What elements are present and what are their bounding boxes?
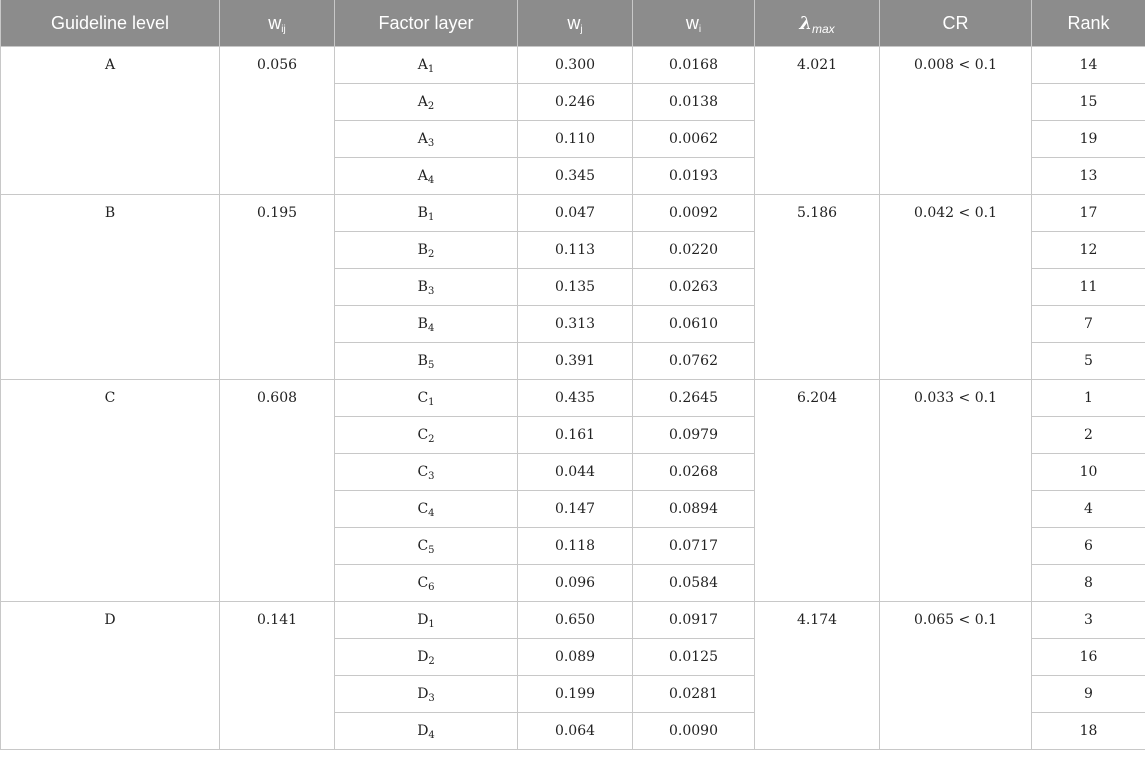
header-guideline-level: Guideline level <box>1 0 220 47</box>
factor-index: 2 <box>428 434 435 445</box>
wi-cell: 0.0281 <box>633 676 755 713</box>
factor-cell <box>335 47 518 84</box>
rank-cell: 1 <box>1032 380 1145 417</box>
wj-cell: 0.650 <box>518 602 633 639</box>
factor-index: 4 <box>428 730 435 741</box>
header-cr: CR <box>880 0 1032 47</box>
factor-cell <box>335 121 518 158</box>
rank-cell: 10 <box>1032 454 1145 491</box>
wij-cell: 0.056 <box>220 47 335 195</box>
factor-index: 1 <box>428 619 435 630</box>
factor-cell <box>335 84 518 121</box>
wj-cell: 0.110 <box>518 121 633 158</box>
wi-cell: 0.0138 <box>633 84 755 121</box>
wi-cell: 0.2645 <box>633 380 755 417</box>
factor-letter: C <box>417 464 429 480</box>
cr-cell: 0.033 < 0.1 <box>880 380 1032 602</box>
wj-cell: 0.246 <box>518 84 633 121</box>
factor-letter: D <box>417 686 429 702</box>
wj-cell: 0.300 <box>518 47 633 84</box>
wi-cell: 0.0268 <box>633 454 755 491</box>
factor-letter: D <box>417 649 429 665</box>
factor-index: 1 <box>428 397 435 408</box>
factor-letter: B <box>417 205 428 221</box>
factor-cell <box>335 343 518 380</box>
factor-index: 3 <box>427 286 435 297</box>
wi-cell: 0.0762 <box>633 343 755 380</box>
wi-cell: 0.0610 <box>633 306 755 343</box>
header-factor-layer: Factor layer <box>335 0 518 47</box>
wi-cell: 0.0168 <box>633 47 755 84</box>
factor-letter: B <box>417 242 428 258</box>
wj-cell: 0.096 <box>518 565 633 602</box>
factor-cell <box>335 491 518 528</box>
factor-cell <box>335 195 518 232</box>
factor-cell <box>335 565 518 602</box>
wj-cell: 0.313 <box>518 306 633 343</box>
rank-cell: 15 <box>1032 84 1145 121</box>
table-row <box>1 47 1145 84</box>
factor-cell <box>335 269 518 306</box>
wj-cell: 0.147 <box>518 491 633 528</box>
header-row <box>1 0 1145 47</box>
factor-letter: A <box>417 94 428 110</box>
lambda-max-cell: 4.021 <box>755 47 880 195</box>
factor-letter: D <box>417 612 429 628</box>
header-lambda-max: $\lambda_{max}$ <box>755 0 880 47</box>
wi-cell: 0.0125 <box>633 639 755 676</box>
rank-cell: 8 <box>1032 565 1145 602</box>
factor-cell <box>335 380 518 417</box>
wj-cell: 0.089 <box>518 639 633 676</box>
factor-index: 2 <box>427 249 435 260</box>
wj-cell: 0.113 <box>518 232 633 269</box>
factor-index: 3 <box>427 138 435 149</box>
header-wj: $w_j$ <box>518 0 633 47</box>
factor-cell <box>335 417 518 454</box>
lambda-max-cell: 6.204 <box>755 380 880 602</box>
header-wij: $w_{ij}$ <box>220 0 335 47</box>
factor-index: 1 <box>427 64 435 75</box>
factor-cell <box>335 158 518 195</box>
wj-cell: 0.118 <box>518 528 633 565</box>
wij-cell: 0.141 <box>220 602 335 750</box>
wi-cell: 0.0220 <box>633 232 755 269</box>
wj-cell: 0.064 <box>518 713 633 750</box>
factor-cell <box>335 639 518 676</box>
wi-cell: 0.0062 <box>633 121 755 158</box>
rank-cell: 17 <box>1032 195 1145 232</box>
factor-index: 3 <box>428 471 435 482</box>
wj-cell: 0.161 <box>518 417 633 454</box>
factor-letter: C <box>417 501 429 517</box>
factor-cell <box>335 713 518 750</box>
rank-cell: 6 <box>1032 528 1145 565</box>
guideline-level-cell: D <box>1 602 220 750</box>
factor-index: 2 <box>427 101 435 112</box>
wi-cell: 0.0894 <box>633 491 755 528</box>
wi-cell: 0.0092 <box>633 195 755 232</box>
factor-index: 5 <box>427 360 435 371</box>
factor-letter: B <box>417 279 428 295</box>
wij-cell: 0.608 <box>220 380 335 602</box>
rank-cell: 19 <box>1032 121 1145 158</box>
factor-letter: B <box>417 316 428 332</box>
guideline-level-cell: A <box>1 47 220 195</box>
rank-cell: 13 <box>1032 158 1145 195</box>
header-wi: $w_i$ <box>633 0 755 47</box>
factor-letter: A <box>417 57 428 73</box>
rank-cell: 3 <box>1032 602 1145 639</box>
cr-cell: 0.008 < 0.1 <box>880 47 1032 195</box>
factor-letter: A <box>417 131 428 147</box>
lambda-max-cell: 4.174 <box>755 602 880 750</box>
wi-cell: 0.0979 <box>633 417 755 454</box>
table-row <box>1 195 1145 232</box>
wi-cell: 0.0090 <box>633 713 755 750</box>
factor-index: 4 <box>427 175 435 186</box>
rank-cell: 9 <box>1032 676 1145 713</box>
rank-cell: 11 <box>1032 269 1145 306</box>
factor-index: 5 <box>428 545 435 556</box>
header-rank: Rank <box>1032 0 1145 47</box>
factor-letter: B <box>417 353 428 369</box>
rank-cell: 4 <box>1032 491 1145 528</box>
factor-cell <box>335 676 518 713</box>
rank-cell: 5 <box>1032 343 1145 380</box>
factor-index: 3 <box>428 693 435 704</box>
factor-index: 4 <box>427 323 435 334</box>
factor-letter: C <box>417 390 429 406</box>
rank-cell: 14 <box>1032 47 1145 84</box>
wj-cell: 0.135 <box>518 269 633 306</box>
rank-cell: 12 <box>1032 232 1145 269</box>
table-row <box>1 380 1145 417</box>
factor-letter: D <box>417 723 429 739</box>
factor-cell <box>335 528 518 565</box>
wj-cell: 0.391 <box>518 343 633 380</box>
wj-cell: 0.047 <box>518 195 633 232</box>
table-body <box>1 47 1145 750</box>
factor-letter: C <box>417 575 429 591</box>
wi-cell: 0.0193 <box>633 158 755 195</box>
cr-cell: 0.065 < 0.1 <box>880 602 1032 750</box>
wj-cell: 0.345 <box>518 158 633 195</box>
wi-cell: 0.0263 <box>633 269 755 306</box>
factor-letter: A <box>417 168 428 184</box>
wj-cell: 0.435 <box>518 380 633 417</box>
factor-cell <box>335 232 518 269</box>
wj-cell: 0.044 <box>518 454 633 491</box>
factor-letter: C <box>417 427 429 443</box>
cr-cell: 0.042 < 0.1 <box>880 195 1032 380</box>
factor-cell <box>335 454 518 491</box>
rank-cell: 16 <box>1032 639 1145 676</box>
rank-cell: 18 <box>1032 713 1145 750</box>
table-row <box>1 602 1145 639</box>
guideline-level-cell: B <box>1 195 220 380</box>
wj-cell: 0.199 <box>518 676 633 713</box>
factor-cell <box>335 306 518 343</box>
guideline-level-cell: C <box>1 380 220 602</box>
wi-cell: 0.0584 <box>633 565 755 602</box>
factor-index: 2 <box>428 656 435 667</box>
rank-cell: 7 <box>1032 306 1145 343</box>
factor-index: 4 <box>428 508 435 519</box>
rank-cell: 2 <box>1032 417 1145 454</box>
factor-letter: C <box>417 538 429 554</box>
wij-cell: 0.195 <box>220 195 335 380</box>
wi-cell: 0.0917 <box>633 602 755 639</box>
factor-cell <box>335 602 518 639</box>
factor-index: 1 <box>427 212 435 223</box>
factor-index: 6 <box>428 582 435 593</box>
wi-cell: 0.0717 <box>633 528 755 565</box>
lambda-max-cell: 5.186 <box>755 195 880 380</box>
